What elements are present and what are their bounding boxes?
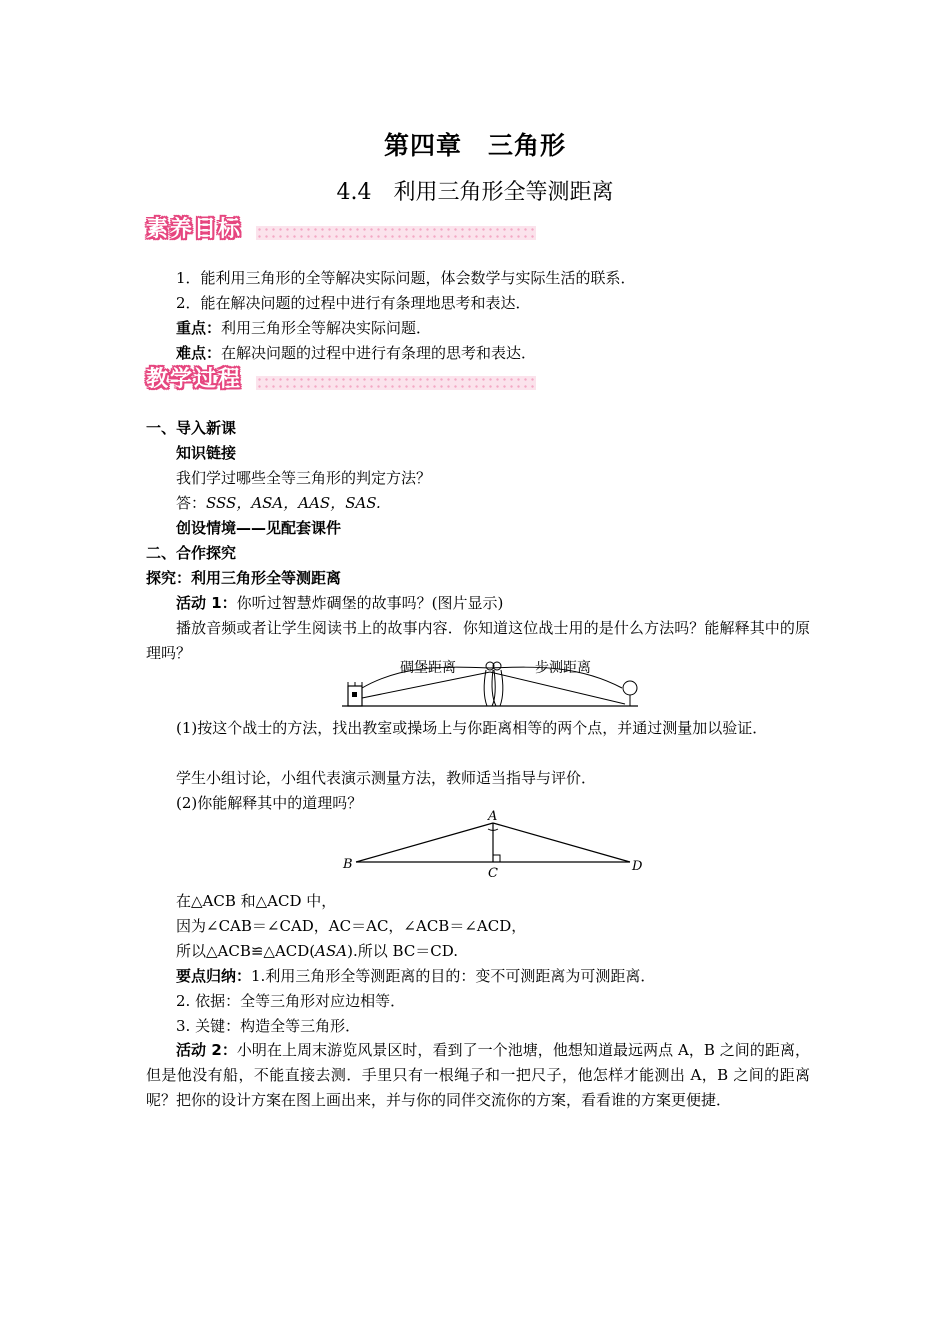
chapter-title: 第四章 三角形 <box>383 131 566 160</box>
proof-conclusion-b: ).所以 BC＝CD. <box>347 942 459 960</box>
banner-dotted-bar <box>256 226 536 240</box>
section-title: 4.4 利用三角形全等测距离 <box>336 180 614 205</box>
key-point-label: 重点： <box>176 319 222 337</box>
bunker-distance-label: 碉堡距离 <box>400 660 456 676</box>
summary-label: 要点归纳： <box>176 967 252 985</box>
explore-heading: 探究：利用三角形全等测距离 <box>146 569 342 587</box>
activity1-label: 活动 1： <box>176 594 237 612</box>
goals-banner <box>146 216 536 244</box>
tree-icon <box>623 681 637 706</box>
segment-AD <box>493 823 630 862</box>
soldier-icon <box>484 662 503 706</box>
scenario-line: 创设情境——见配套课件 <box>176 519 342 537</box>
discussion-line: 学生小组讨论，小组代表演示测量方法，教师适当指导与评价． <box>176 769 597 787</box>
question-1: (1)按这个战士的方法，找出教室或操场上与你距离相等的两个点，并通过测量加以验证． <box>176 719 768 737</box>
summary-line-2: 2. 依据：全等三角形对应边相等． <box>176 992 406 1010</box>
answer-prefix: 答： <box>176 494 207 512</box>
proof-line-1: 在△ACB 和△ACD 中， <box>176 892 337 910</box>
key-point <box>176 318 431 338</box>
difficulty-label: 难点： <box>176 344 222 362</box>
bunker-icon <box>348 682 362 706</box>
goal-item-1: 1．能利用三角形的全等解决实际问题，体会数学与实际生活的联系． <box>176 269 636 287</box>
review-question: 我们学过哪些全等三角形的判定方法？ <box>176 469 432 487</box>
right-angle-mark <box>493 855 500 862</box>
activity2-label: 活动 2： <box>176 1041 237 1059</box>
segment-AB <box>356 823 493 862</box>
proof-conclusion-a: 所以△ACB≌△ACD( <box>176 942 316 960</box>
difficulty-point <box>176 343 536 363</box>
activity1-text: 你听过智慧炸碉堡的故事吗？(图片显示) <box>236 594 504 612</box>
activity2-text: 小明在上周末游览风景区时，看到了一个池塘，他想知道最远两点 A，B 之间的距离，但是他没有船，不能直接去测．手里只有一根绳子和一把尺子，他怎样才能测出 A，B 之间的距离呢？把你的设计方案在图上画出来，并与你的同伴交流你的方案，看看谁的方案更便捷． <box>146 1041 810 1109</box>
point-C-label: C <box>488 866 498 880</box>
point-A-label: A <box>488 809 498 824</box>
sight-line-right <box>490 672 625 704</box>
process-banner <box>146 366 536 394</box>
process-banner-label: 教学过程 <box>146 367 243 392</box>
part2-heading: 二、合作探究 <box>146 544 237 562</box>
review-answer <box>176 493 381 513</box>
point-D-label: D <box>632 859 643 874</box>
difficulty-text: 在解决问题的过程中进行有条理的思考和表达． <box>221 344 537 362</box>
answer-methods: SSS，ASA，AAS，SAS. <box>206 494 381 512</box>
bunker-distance-figure <box>340 656 640 708</box>
knowledge-link: 知识链接 <box>176 444 237 462</box>
goal-item-2: 2．能在解决问题的过程中进行有条理地思考和表达． <box>176 294 531 312</box>
story-paragraph: 播放音频或者让学生阅读书上的故事内容．你知道这位战士用的是什么方法吗？能解释其中的原理吗？ <box>146 619 810 662</box>
summary-line-1 <box>176 966 655 986</box>
question-2: (2)你能解释其中的道理吗？ <box>176 794 363 812</box>
summary-line-3: 3. 关键：构造全等三角形． <box>176 1017 361 1035</box>
point-B-label: B <box>343 857 353 872</box>
banner-dotted-bar <box>256 376 536 390</box>
part1-heading: 一、导入新课 <box>146 419 237 437</box>
proof-line-3 <box>176 941 458 961</box>
goals-banner-label: 素养目标 <box>146 217 243 242</box>
activity2-paragraph <box>146 1038 810 1113</box>
key-point-text: 利用三角形全等解决实际问题． <box>221 319 432 337</box>
proof-line-2: 因为∠CAB＝∠CAD，AC＝AC，∠ACB＝∠ACD， <box>176 917 527 935</box>
step-distance-label: 步测距离 <box>535 660 591 676</box>
summary-text-1: 1.利用三角形全等测距离的目的：变不可测距离为可测距离． <box>251 967 656 985</box>
triangle-figure <box>338 808 648 880</box>
proof-asa: ASA <box>315 942 348 960</box>
activity1 <box>176 593 503 613</box>
